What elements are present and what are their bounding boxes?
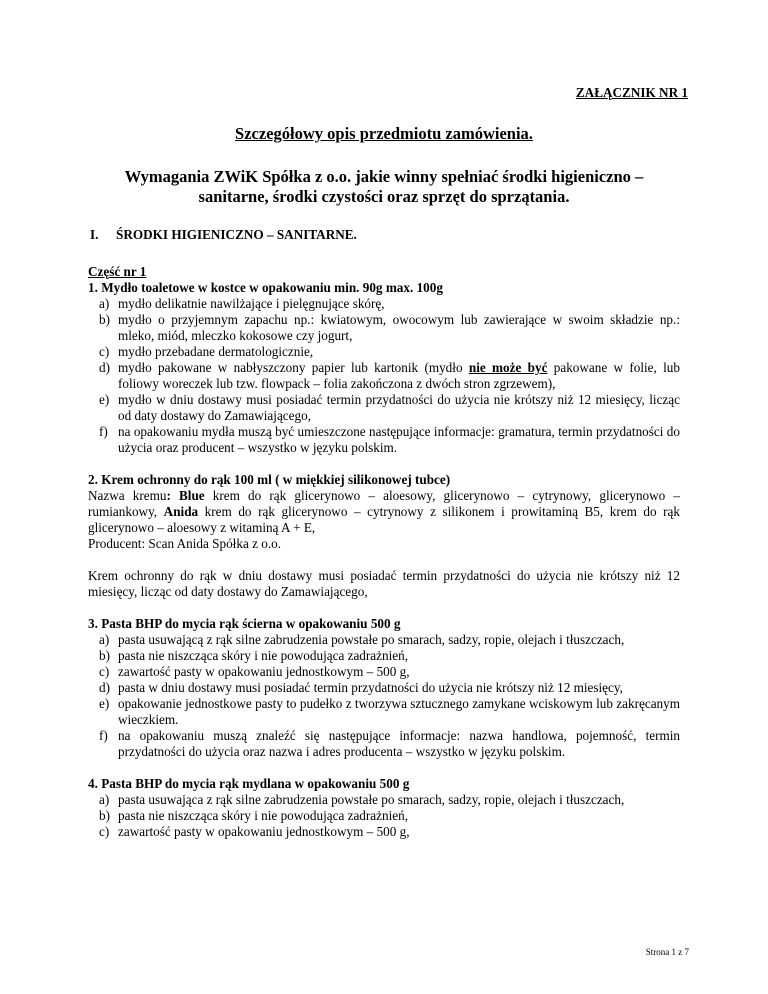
item-2-producer: Producent: Scan Anida Spółka z o.o.	[88, 536, 282, 551]
page-number: Strona 1 z 7	[645, 947, 689, 957]
document-subtitle: Wymagania ZWiK Spółka z o.o. jakie winny spełniać środki higieniczno – sanitarne, środki czystości oraz sprzęt do sprzątania.	[124, 167, 644, 206]
item-2-description: Nazwa kremu: Blue krem do rąk glicerynowo – aloesowy, glicerynowo – cytrynowy, glicerynowo – rumiankowy, Anida krem do rąk glicerynowo – cytrynowy z silikonem i prowitaminą B5, krem do rąk glicerynowo – aloesowy z witaminą A + E,	[88, 488, 681, 535]
section-heading	[88, 227, 688, 243]
list-item: b) pasta nie niszcząca skóry i nie powodująca zadrażnień,	[99, 808, 408, 823]
item-1-list	[88, 296, 680, 456]
list-item: a) mydło delikatnie nawilżające i pielęgnujące skórę,	[99, 296, 385, 311]
document-body	[88, 264, 680, 840]
annex-label: ZAŁĄCZNIK NR 1	[575, 85, 688, 100]
section-number: I.	[90, 227, 99, 242]
list-item: a) pasta usuwającą z rąk silne zabrudzenia powstałe po smarach, sadzy, ropie, olejach i tłuszczach,	[99, 632, 625, 647]
emphasis-text: nie może być	[468, 360, 548, 375]
item-3-heading: 3. Pasta BHP do mycia rąk ścierna w opakowaniu 500 g	[88, 616, 401, 631]
list-item: d) mydło pakowane w nabłyszczony papier lub kartonik (mydło nie może być pakowane w folie, lub foliowy woreczek lub tzw. flowpack – folia zakończona z dwóch stron zgrzewem),	[99, 360, 680, 391]
item-2-heading: 2. Krem ochronny do rąk 100 ml ( w miękkiej silikonowej tubce)	[88, 472, 451, 487]
list-item: a) pasta usuwająca z rąk silne zabrudzenia powstałe po smarach, sadzy, ropie, olejach i tłuszczach,	[99, 792, 625, 807]
item-1-heading: 1. Mydło toaletowe w kostce w opakowaniu min. 90g max. 100g	[88, 280, 443, 295]
item-4-heading: 4. Pasta BHP do mycia rąk mydlana w opakowaniu 500 g	[88, 776, 410, 791]
list-item: b) pasta nie niszcząca skóry i nie powodująca zadrażnień,	[99, 648, 408, 663]
item-3-list	[88, 632, 680, 760]
list-item: c) mydło przebadane dermatologicznie,	[99, 344, 314, 359]
list-item: f) na opakowaniu muszą znaleźć się następujące informacje: nazwa handlowa, pojemność, termin przydatności do użycia oraz nazwa i adres producenta – wszystko w języku polskim.	[99, 728, 680, 759]
document-title: Szczegółowy opis przedmiotu zamówienia.	[235, 124, 533, 143]
part-label: Część nr 1	[88, 264, 147, 279]
list-item: e) mydło w dniu dostawy musi posiadać termin przydatności do użycia nie krótszy niż 12 miesięcy, licząc od daty dostawy do Zamawiającego,	[99, 392, 680, 423]
list-item: e) opakowanie jednostkowe pasty to pudełko z tworzywa sztucznego zamykane wciskowym lub zakręcanym wieczkiem.	[99, 696, 680, 727]
list-item: c) zawartość pasty w opakowaniu jednostkowym – 500 g,	[99, 664, 410, 679]
list-item: d) pasta w dniu dostawy musi posiadać termin przydatności do użycia nie krótszy niż 12 miesięcy,	[99, 680, 623, 695]
brand-name: Anida	[163, 504, 199, 519]
section-title: ŚRODKI HIGIENICZNO – SANITARNE.	[116, 227, 357, 242]
item-2-note: Krem ochronny do rąk w dniu dostawy musi posiadać termin przydatności do użycia nie krótszy niż 12 miesięcy, licząc od daty dostawy do Zamawiającego,	[88, 568, 680, 599]
list-item: b) mydło o przyjemnym zapachu np.: kwiatowym, owocowym lub zawierające w swoim składzie np.: mleko, miód, mleczko kokosowe czy jogurt,	[99, 312, 680, 343]
brand-name: Blue	[179, 488, 205, 503]
list-item: f) na opakowaniu mydła muszą być umieszczone następujące informacje: gramatura, termin przydatności do użycia oraz producent – wszystko w języku polskim.	[99, 424, 680, 455]
item-4-list	[88, 792, 680, 840]
list-item: c) zawartość pasty w opakowaniu jednostkowym – 500 g,	[99, 824, 410, 839]
